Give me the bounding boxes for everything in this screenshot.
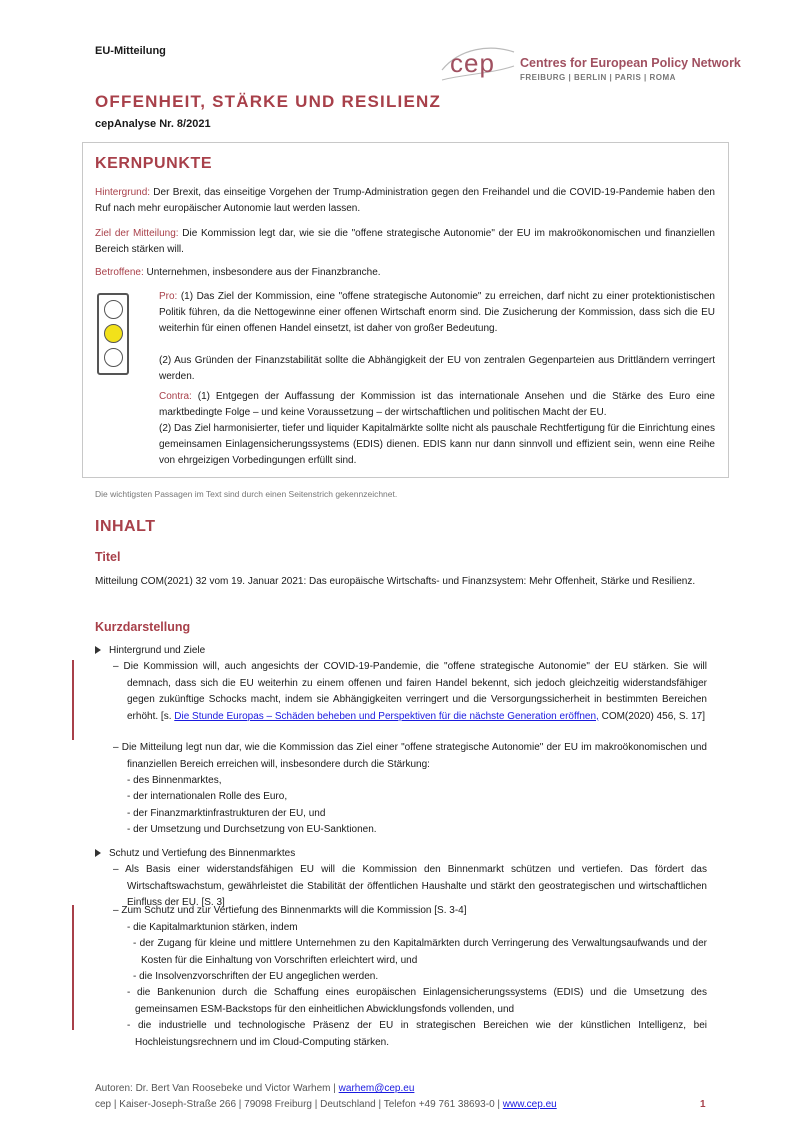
sec2-sublist-item: - die Insolvenzvorschriften der EU angeglichen werden. — [133, 971, 379, 982]
sec2-sublist-item: - der Zugang für kleine und mittlere Unternehmen zu den Kapitalmärkten durch Verringerung des Verwaltungsaufwands und der Kosten für die Einhaltung von Vorschriften erleichtert wird, und — [133, 938, 707, 966]
betroffene-text: Unternehmen, insbesondere aus der Finanzbranche. — [143, 267, 381, 278]
traffic-light-yellow-icon — [104, 324, 123, 343]
sec1-p1-text-a: Die Kommission will, auch angesichts der COVID-19-Pandemie, die "offene strategische Autonomie" der EU stärken. Sie will demnach, dass sich die EU weiterhin zu einem offenen und fairen Handel bekennt, sich jedoch gleichzeitig widerstandsfähiger gegen zukünftige Schocks macht, indem sie Abhängigkeiten verringert und die Versorgungssicherheit in bestimmten Bereichen erhöht. [s. — [123, 661, 707, 722]
sec1-list-item: - des Binnenmarktes, — [127, 775, 222, 786]
ziel-paragraph — [95, 226, 715, 258]
kernpunkte-title: KERNPUNKTE — [95, 155, 213, 172]
logo-wordmark: cep — [450, 48, 495, 78]
section-hintergrund-bullet — [95, 645, 205, 656]
margin-highlight-bar — [72, 660, 74, 740]
sec1-paragraph-2: – Die Mitteilung legt nun dar, wie die Kommission das Ziel einer "offene strategische Autonomie" der EU im makroökonomischen und finanziellen Bereich erreichen will, insbesondere durch die Stärkung: — [113, 742, 707, 770]
bullet-triangle-icon — [95, 849, 101, 857]
margin-note: Die wichtigsten Passagen im Text sind durch einen Seitenstrich gekennzeichnet. — [95, 489, 398, 499]
document-type: EU-Mitteilung — [95, 45, 166, 57]
traffic-light-red-icon — [104, 300, 123, 319]
sec1-p2-text: Die Mitteilung legt nun dar, wie die Kommission das Ziel einer "offene strategische Autonomie" der EU im makroökonomischen und finanziellen Bereich erreichen will, insbesondere durch die Stärkung: — [121, 742, 707, 770]
sec2-paragraph-1: – Als Basis einer widerstandsfähigen EU will die Kommission den Binnenmarkt schützen und vertiefen. Das fördert das Wirtschaftswachstum, gewährleistet die Stabilität der öffentlichen Haushalte und stärkt den geostrategischen und wirtschaftlichen Einfluss der EU. [S. 3] — [113, 864, 707, 908]
cep-logo[interactable] — [440, 44, 740, 84]
traffic-light-green-icon — [104, 348, 123, 367]
sec1-list-item: - der internationalen Rolle des Euro, — [127, 791, 288, 802]
sec1-list-item: - der Finanzmarktinfrastrukturen der EU, und — [127, 808, 326, 819]
kurzdarstellung-heading: Kurzdarstellung — [95, 620, 191, 634]
inhalt-heading: INHALT — [95, 518, 156, 535]
sec1-p1-text-b: COM(2020) 456, S. 17] — [598, 710, 705, 722]
kernpunkte-box — [82, 142, 729, 478]
website-link[interactable]: www.cep.eu — [502, 1099, 557, 1110]
pro-paragraph-1 — [159, 289, 715, 337]
sec2-paragraph-2: – Zum Schutz und zur Vertiefung des Binnenmarkts will die Kommission [S. 3-4] — [113, 905, 467, 916]
section-binnenmarkt-title: Schutz und Vertiefung des Binnenmarktes — [109, 848, 296, 859]
sec1-list-item: - der Umsetzung und Durchsetzung von EU-Sanktionen. — [127, 824, 377, 835]
betroffene-label: Betroffene: — [95, 267, 144, 278]
section-hintergrund-title: Hintergrund und Ziele — [109, 645, 206, 656]
pro-text-1: (1) Das Ziel der Kommission, eine "offene strategische Autonomie" zu erreichen, darf nicht zu einer protektionistischen Politik führen, da die Nettogewinne einer offenen Wirtschaft enorm sind. Die Zusicherung der Kommission, dass sich die EU weiterhin für einen offenen Handel einsetzt, ist daher von großer Bedeutung. — [159, 291, 715, 334]
margin-highlight-bar — [72, 905, 74, 1030]
contra-paragraph-2: (2) Das Ziel harmonisierter, tiefer und liquider Kapitalmärkte sollte nicht als pauschale Rechtfertigung für die Einrichtung eines gemeinsamen Einlagensicherungssystems (EDIS) dienen. EDIS kann nur dann sinnvoll und effizient sein, wenn eine Reihe von ehrgeizigen Vorbedingungen erfüllt sind. — [159, 423, 715, 466]
ziel-label: Ziel der Mitteilung: — [95, 228, 179, 239]
betroffene-paragraph — [95, 265, 715, 281]
page-title: OFFENHEIT, STÄRKE UND RESILIENZ — [95, 92, 442, 111]
footer-address-text: cep | Kaiser-Joseph-Straße 266 | 79098 Freiburg | Deutschland | Telefon +49 761 38693-0 | — [95, 1099, 503, 1110]
titel-text: Mitteilung COM(2021) 32 vom 19. Januar 2021: Das europäische Wirtschafts- und Finanzsystem: Mehr Offenheit, Stärke und Resilienz. — [95, 576, 696, 587]
hintergrund-paragraph — [95, 185, 715, 217]
hintergrund-text: Der Brexit, das einseitige Vorgehen der Trump-Administration gegen den Freihandel und die COVID-19-Pandemie haben den Ruf nach mehr europäischer Autonomie laut werden lassen. — [95, 187, 715, 214]
logo-network-name: Centres for European Policy Network — [520, 56, 741, 70]
footer-authors-text: Autoren: Dr. Bert Van Roosebeke und Victor Warhem | — [95, 1083, 339, 1094]
pro-paragraph-2: (2) Aus Gründen der Finanzstabilität sollte die Abhängigkeit der EU von zentralen Gegenparteien aus Drittländern verringert werden. — [159, 355, 715, 382]
sec2-list-item: - die industrielle und technologische Präsenz der EU in strategischen Bereichen wie der künstlichen Intelligenz, bei Hochleistungsrechnern und im Cloud-Computing stärken. — [127, 1020, 707, 1048]
sec2-list-item: - die Bankenunion durch die Schaffung eines europäischen Einlagensicherungssystems (EDIS) und die Umsetzung des gemeinsamen ESM-Backstops für den einheitlichen Abwicklungsfonds vollenden, und — [127, 987, 707, 1015]
analysis-number: cepAnalyse Nr. 8/2021 — [95, 118, 211, 130]
footer-authors — [95, 1083, 414, 1094]
traffic-light-icon — [97, 293, 129, 375]
contra-label: Contra: — [159, 391, 192, 402]
contra-text-1: (1) Entgegen der Auffassung der Kommission ist das internationale Ansehen und die Stärke des Euro eine marktbedingte Folge – und keine Voraussetzung – der wirtschaftlichen und politischen Macht der EU. — [159, 391, 715, 418]
sec2-list-item: - die Kapitalmarktunion stärken, indem — [127, 922, 298, 933]
page-number: 1 — [700, 1099, 706, 1110]
bullet-triangle-icon — [95, 646, 101, 654]
logo-cities: FREIBURG | BERLIN | PARIS | ROMA — [520, 73, 676, 82]
contra-paragraph-1 — [159, 389, 715, 421]
sec2-p2-text: Zum Schutz und zur Vertiefung des Binnenmarkts will die Kommission [S. 3-4] — [121, 905, 467, 916]
titel-heading: Titel — [95, 550, 121, 564]
author-email-link[interactable]: warhem@cep.eu — [338, 1083, 415, 1094]
sec1-paragraph-1: – Die Kommission will, auch angesichts der COVID-19-Pandemie, die "offene strategische Autonomie" der EU stärken. Sie will demnach, dass sich die EU weiterhin zu einem offenen und fairen Handel bekennt, sich jedoch gleichzeitig widerstandsfähiger gegen zukünftige Schocks macht, indem sie Abhängigkeiten verringert und die Versorgungssicherheit in bestimmten Bereichen erhöht. [s. Die Stunde Europas – Schäden beheben und Perspektiven für die nächste Generation eröffnen, COM(2020) 456, S. 17] — [113, 661, 707, 722]
pro-label: Pro: — [159, 291, 178, 302]
hintergrund-label: Hintergrund: — [95, 187, 151, 198]
stunde-europas-link[interactable]: Die Stunde Europas – Schäden beheben und Perspektiven für die nächste Generation eröffnen, — [174, 710, 599, 722]
footer-address — [95, 1099, 557, 1110]
sec2-p1-text: Als Basis einer widerstandsfähigen EU will die Kommission den Binnenmarkt schützen und vertiefen. Das fördert das Wirtschaftswachstum, gewährleistet die Stabilität der öffentlichen Haushalte und stärkt den geostrategischen und wirtschaftlichen Einfluss der EU. [S. 3] — [125, 864, 707, 908]
ziel-text: Die Kommission legt dar, wie sie die "offene strategische Autonomie" der EU im makroökonomischen und finanziellen Bereich stärken will. — [95, 228, 715, 255]
section-binnenmarkt-bullet — [95, 848, 295, 859]
